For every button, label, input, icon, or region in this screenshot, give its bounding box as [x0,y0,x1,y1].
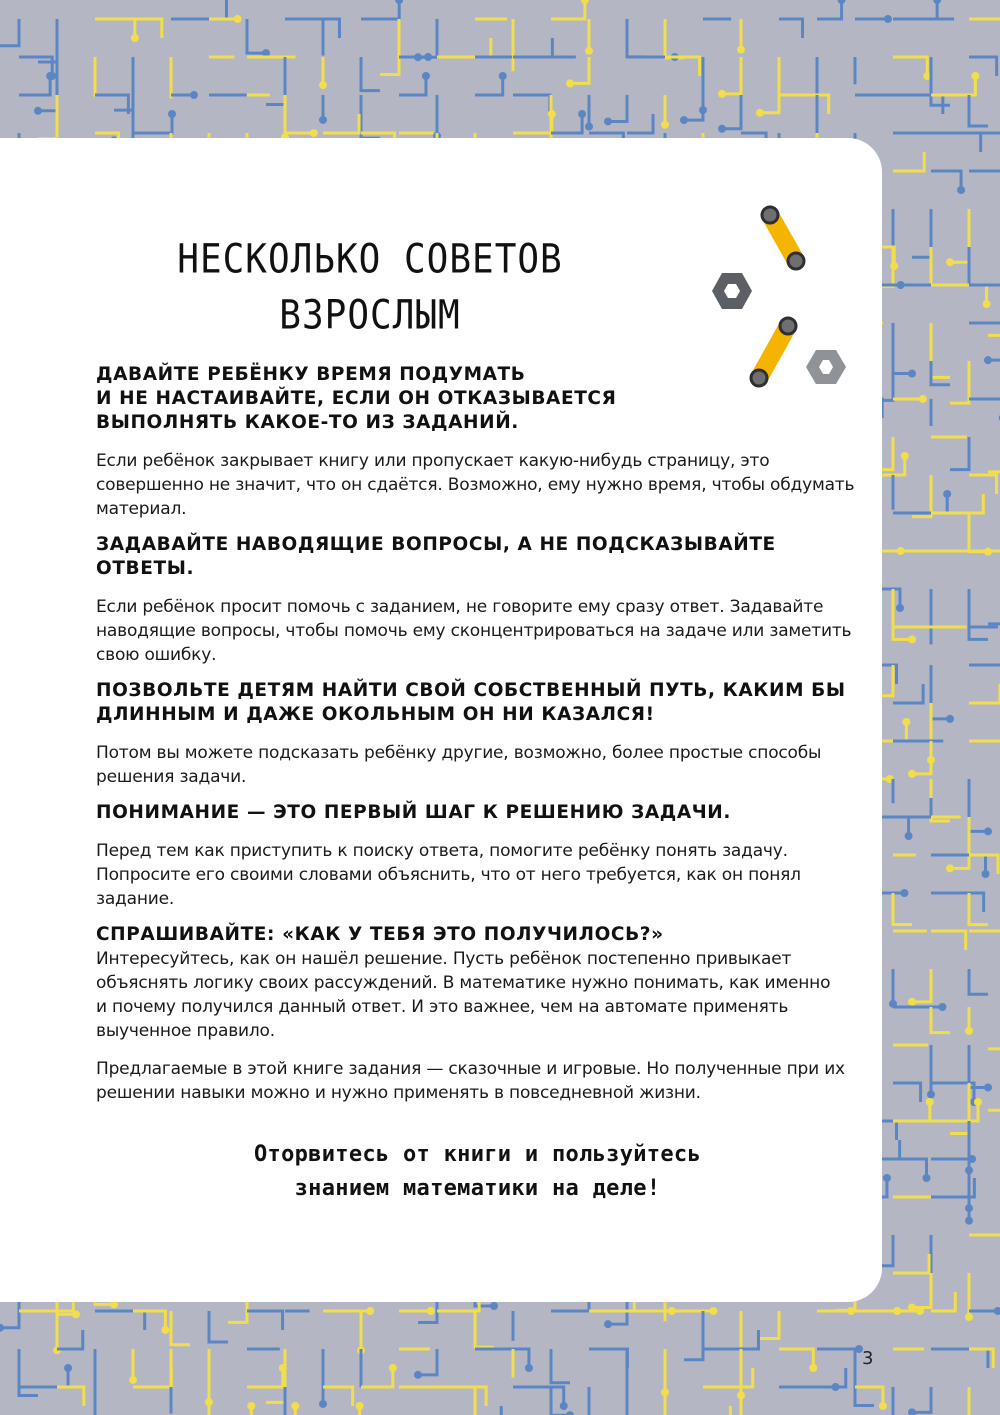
circuit-trace [969,684,1000,703]
tips-content [96,363,856,1105]
circuit-node [946,715,954,723]
circuit-node [908,998,916,1006]
circuit-trace [570,57,589,83]
tip-body-line: выученное правило. [96,1021,275,1041]
circuit-trace [247,1311,283,1330]
circuit-node [161,1326,169,1334]
circuit-trace [988,437,1000,472]
circuit-node [982,870,990,878]
circuit-trace [551,1387,570,1415]
circuit-trace [950,437,969,470]
circuit-trace [969,1387,988,1415]
tip-2 [96,533,856,667]
circuit-trace [950,361,969,403]
circuit-trace [931,893,984,912]
circuit-node [490,1302,498,1310]
circuit-node [943,490,951,498]
circuit-node [319,81,327,89]
circuit-node [604,117,612,125]
circuit-node [548,110,556,118]
circuit-trace [893,1102,930,1121]
circuit-node [965,1217,973,1225]
circuit-trace [931,779,950,821]
circuit-trace [418,1349,437,1375]
circuit-trace [969,399,1000,418]
tip-heading [96,363,856,435]
circuit-trace [950,817,969,868]
circuit-trace [931,1007,950,1033]
circuit-trace [171,0,226,19]
circuit-node [905,832,913,840]
circuit-trace [969,665,1000,684]
circuit-trace [380,19,399,74]
tip-body-line: наводящие вопросы, чтобы помочь ему сконцентрироваться на задаче или заметить [96,621,852,641]
tip-body [96,741,856,789]
tip-body [96,595,856,667]
circuit-node [946,864,954,872]
circuit-trace [969,551,1000,570]
circuit-trace [285,19,339,38]
circuit-node [190,91,198,99]
circuit-node [983,300,991,308]
circuit-trace [323,1387,353,1406]
circuit-node [578,110,586,118]
circuit-node [900,889,908,897]
circuit-trace [209,1311,228,1342]
circuit-trace [855,1387,883,1406]
tip-body-line: материал. [96,499,187,519]
circuit-node [680,116,688,124]
circuit-node [718,90,726,98]
circuit-trace [133,1311,165,1330]
tip-heading [96,533,856,581]
tip-body-line: Попросите его своими словами объяснить, что от него требуется, как он понял [96,865,801,885]
circuit-node [994,1307,1000,1315]
circuit-trace [703,1406,730,1415]
circuit-node [129,1376,137,1384]
circuit-trace [209,1406,251,1415]
tip-body-line: Если ребёнок закрывает книгу или пропускает какую-нибудь страницу, это [96,451,770,471]
circuit-node [926,1098,934,1106]
circuit-node [310,129,318,137]
circuit-trace [931,1349,988,1368]
circuit-trace [893,1254,929,1273]
circuit-node [566,79,574,87]
circuit-trace [513,1387,564,1406]
circuit-node [566,1411,574,1415]
tip-body-line: свою ошибку. [96,645,217,665]
tip-body-line: Интересуйтесь, как он нашёл решение. Пусть ребёнок постепенно привыкает [96,949,792,969]
page-title [140,232,600,344]
circuit-trace [608,95,627,121]
circuit-node [0,1324,4,1332]
circuit-node [847,1307,855,1315]
circuit-trace [931,76,975,95]
circuit-trace [969,722,1000,741]
circuit-trace [361,0,399,19]
circuit-node [809,1364,817,1372]
tip-heading-line: ЗАДАВАЙТЕ НАВОДЯЩИЕ ВОПРОСЫ, А НЕ ПОДСКАЗЫВАЙТЕ ОТВЕТЫ. [96,534,776,579]
circuit-node [908,1408,916,1415]
circuit-node [838,0,846,4]
tip-1 [96,363,856,521]
circuit-trace [817,0,842,19]
circuit-node [916,1307,924,1315]
circuit-trace [551,1349,570,1383]
circuit-trace [38,57,57,111]
circuit-node [908,635,916,643]
circuit-trace [0,19,19,46]
closing-slogan [150,1138,805,1206]
tip-heading-line: ДАВАЙТЕ РЕБЁНКУ ВРЕМЯ ПОДУМАТЬ [96,364,526,385]
circuit-trace [988,285,1000,335]
circuit-trace [950,209,969,262]
circuit-node [525,1364,533,1372]
tip-body-line: Перед тем как приступить к поиску ответа, помогите ребёнку понять задачу. [96,841,788,861]
tip-body-line: и почему получился данный ответ. И это важнее, чем на автомате применять [96,997,789,1017]
page-number: 3 [862,1348,874,1369]
circuit-trace [931,855,986,874]
circuit-trace [627,19,646,57]
circuit-trace [247,19,266,53]
circuit-node [395,0,403,4]
circuit-node [756,109,764,117]
circuit-node [957,186,965,194]
circuit-node [356,1402,364,1410]
final-paragraph-line: решении навыки можно и нужно применять в повседневной жизни. [96,1083,701,1103]
circuit-node [319,116,327,124]
tip-5 [96,923,856,1043]
closing-slogan-line-1: Оторвитесь от книги и пользуйтесь [254,1142,701,1167]
circuit-trace [722,57,741,94]
circuit-trace [19,76,50,95]
circuit-trace [437,1387,486,1406]
tip-heading [96,923,856,947]
circuit-node [896,604,904,612]
circuit-trace [893,684,923,703]
circuit-trace [931,171,961,190]
circuit-trace [19,57,52,76]
circuit-trace [741,1387,760,1415]
circuit-trace [760,57,779,113]
circuit-trace [665,57,700,76]
circuit-trace [684,1311,703,1360]
circuit-trace [893,57,927,76]
circuit-trace [969,969,988,994]
circuit-trace [589,1349,627,1368]
circuit-trace [437,38,491,57]
circuit-trace [988,589,1000,624]
tip-body-line: совершенно не значит, что он сдаётся. Возможно, ему нужно время, чтобы обдумать [96,475,855,495]
circuit-node [247,1402,255,1410]
circuit-node [922,1174,930,1182]
circuit-trace [19,1368,68,1387]
circuit-trace [114,57,133,110]
circuit-trace [323,114,359,133]
circuit-trace [171,1311,190,1345]
circuit-node [319,1400,327,1408]
circuit-trace [475,1406,501,1415]
circuit-trace [779,1349,813,1368]
circuit-trace [361,1368,393,1387]
circuit-trace [893,589,912,639]
circuit-trace [475,1311,494,1347]
circuit-trace [513,95,550,114]
tip-heading-line: СПРАШИВАЙТЕ: «КАК У ТЕБЯ ЭТО ПОЛУЧИЛОСЬ?» [96,924,664,945]
circuit-trace [133,1368,171,1387]
circuit-node [919,395,927,403]
circuit-node [884,15,892,23]
circuit-node [279,1364,287,1372]
circuit-trace [38,95,57,139]
circuit-node [908,370,916,378]
circuit-trace [931,57,950,105]
circuit-trace [551,0,585,19]
circuit-node [424,53,432,61]
closing-slogan-line-2: знанием математики на деле! [294,1176,661,1201]
circuit-trace [893,323,912,374]
circuit-node [46,72,54,80]
tip-3 [96,679,856,789]
circuit-trace [627,114,653,133]
circuit-node [933,0,941,4]
circuit-trace [95,1311,145,1330]
circuit-trace [19,1349,38,1396]
circuit-node [427,1307,435,1315]
circuit-trace [475,76,503,95]
circuit-trace [551,114,582,133]
circuit-trace [513,114,552,133]
circuit-node [661,121,669,129]
circuit-node [168,110,176,118]
page-title-line-2: ВЗРОСЛЫМ [279,292,461,339]
circuit-node [908,770,916,778]
circuit-trace [950,1083,969,1134]
circuit-trace [931,323,950,377]
circuit-node [709,1307,717,1315]
circuit-trace [912,209,931,257]
circuit-trace [969,779,988,831]
tip-body [96,947,856,1043]
circuit-trace [76,1387,95,1415]
circuit-trace [912,1273,931,1307]
tip-heading-line: ПОЗВОЛЬТЕ ДЕТЯМ НАЙТИ СВОЙ СОБСТВЕННЫЙ ПУТЬ, КАКИМ БЫ [96,680,846,701]
circuit-trace [969,589,988,639]
circuit-trace [969,475,996,494]
circuit-trace [893,798,931,817]
tip-4 [96,801,856,911]
circuit-trace [456,1387,475,1415]
circuit-node [883,1174,891,1182]
circuit-trace [247,1368,283,1387]
circuit-trace [133,114,172,133]
circuit-trace [893,1083,921,1102]
circuit-node [560,1402,568,1410]
tip-body [96,449,856,521]
circuit-node [389,1364,397,1372]
tip-body-line: Потом вы можете подсказать ребёнку другие, возможно, более простые способы [96,743,822,763]
circuit-node [64,1364,72,1372]
circuit-node [971,72,979,80]
circuit-node [499,72,507,80]
circuit-node [927,1090,935,1098]
circuit-trace [323,1406,360,1415]
circuit-node [902,718,910,726]
circuit-node [974,1098,982,1106]
circuit-trace [893,494,947,513]
tip-body-line: задание. [96,889,175,909]
circuit-node [585,123,593,131]
circuit-trace [931,1292,955,1311]
circuit-trace [627,1387,646,1415]
circuit-node [131,34,139,42]
circuit-trace [817,1368,846,1387]
circuit-node [984,827,992,835]
circuit-trace [722,95,741,129]
circuit-trace [893,152,924,171]
circuit-node [984,356,992,364]
circuit-trace [931,931,966,950]
circuit-node [581,0,589,4]
circuit-node [34,107,42,115]
circuit-trace [266,57,285,104]
circuit-trace [931,285,987,304]
circuit-trace [760,1311,779,1338]
tip-heading-line: ВЫПОЛНЯТЬ КАКОЕ-ТО ИЗ ЗАДАНИЙ. [96,412,519,433]
tip-heading [96,679,856,727]
circuit-node [938,1003,946,1011]
circuit-trace [893,893,912,925]
circuit-trace [969,95,988,126]
circuit-node [585,47,593,55]
circuit-trace [912,475,931,517]
circuit-trace [665,19,684,58]
circuit-trace [893,0,937,19]
circuit-node [965,1027,973,1035]
circuit-trace [57,1387,84,1406]
circuit-node [901,452,909,460]
hex-nut-dark [712,273,752,309]
circuit-node [718,125,726,133]
circuit-trace [703,1330,758,1349]
tip-heading-line: ПОНИМАНИЕ — ЭТО ПЕРВЫЙ ШАГ К РЕШЕНИЮ ЗАДАЧИ. [96,802,732,823]
circuit-trace [779,95,829,114]
circuit-trace [969,1045,988,1087]
circuit-trace [912,969,931,1002]
circuit-trace [361,57,380,91]
tip-heading-line: ДЛИННЫМ И ДАЖЕ ОКОЛЬНЫМ ОН НИ КАЗАЛСЯ! [96,704,655,725]
circuit-trace [931,361,950,385]
circuit-node [604,1320,612,1328]
circuit-trace [912,1387,931,1412]
final-paragraph [96,1057,856,1105]
circuit-trace [931,133,981,152]
final-paragraph-line: Предлагаемые в этой книге задания — сказочные и игровые. Но полученные при их [96,1059,845,1079]
circuit-trace [703,1368,753,1387]
tip-heading [96,801,856,825]
circuit-node [984,1083,992,1091]
circuit-trace [931,1102,978,1121]
circuit-trace [513,38,552,57]
circuit-trace [931,494,983,513]
circuit-node [366,1307,374,1315]
tip-body-line: решения задачи. [96,767,247,787]
circuit-trace [779,19,803,38]
circuit-trace [969,513,988,552]
circuit-node [965,1313,973,1321]
tip-heading-line: И НЕ НАСТАИВАЙТЕ, ЕСЛИ ОН ОТКАЗЫВАЕТСЯ [96,388,617,409]
circuit-trace [418,19,437,57]
circuit-trace [931,665,950,719]
circuit-node [946,258,954,266]
yellow-link-top [762,207,804,269]
circuit-trace [969,1349,993,1368]
circuit-trace [969,171,1000,190]
circuit-trace [988,1007,1000,1049]
tip-body [96,839,856,911]
circuit-node [879,1402,887,1410]
circuit-trace [95,19,135,38]
tip-body-line: объяснять логику своих рассуждений. В математике нужно понимать, как именно [96,973,831,993]
circuit-trace [57,1330,83,1349]
circuit-trace [969,266,1000,285]
circuit-trace [988,323,1000,360]
circuit-trace [969,114,1000,133]
circuit-node [234,15,242,23]
circuit-node [414,1371,422,1379]
circuit-trace [399,76,426,95]
page-title-line-1: НЕСКОЛЬКО СОВЕТОВ [177,236,563,283]
circuit-node [737,46,745,54]
circuit-node [291,1402,299,1410]
tip-body-line: Если ребёнок просит помочь с заданием, не говорите ему сразу ответ. Задавайте [96,597,824,617]
circuit-trace [893,1159,926,1178]
circuit-node [422,72,430,80]
circuit-trace [475,1349,529,1368]
